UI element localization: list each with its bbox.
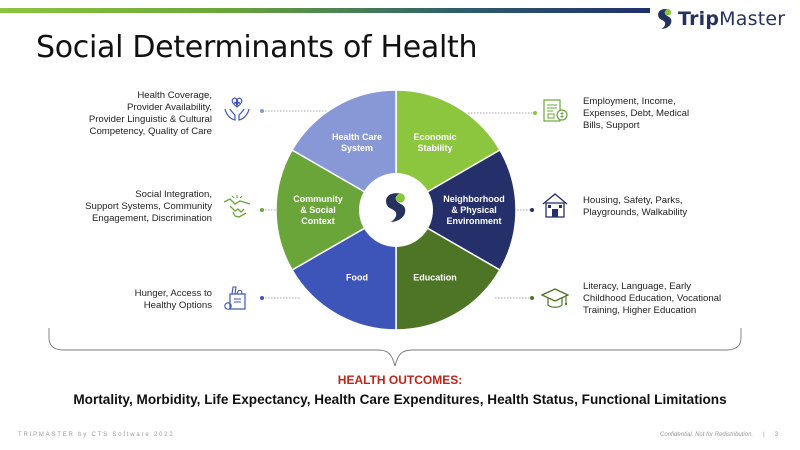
finance-documents-icon xyxy=(540,96,570,126)
callout-line: Support Systems, Community xyxy=(85,201,212,212)
page-number: 3 xyxy=(774,432,778,438)
wheel-label-neighborhood-physical-environment: Neighborhood & Physical Environment xyxy=(443,194,505,226)
footer-separator: | xyxy=(763,432,765,438)
callout-line: Expenses, Debt, Medical xyxy=(583,108,690,119)
connector-dot-health-care xyxy=(260,109,264,113)
callout-line: Engagement, Discrimination xyxy=(92,213,212,224)
wheel-label-food: Food xyxy=(346,272,368,283)
wheel-label-community-social-context: Community & Social Context xyxy=(293,194,343,226)
footer-confidential-text: Confidential. Not for Redistribution. xyxy=(660,432,754,438)
callout-line: Literacy, Language, Early xyxy=(583,281,692,292)
callout-line: Employment, Income, xyxy=(583,96,676,107)
wheel-label-economic-stability: Economic Stability xyxy=(413,131,457,153)
connector-dot-economic xyxy=(533,111,537,115)
callout-education-text xyxy=(583,281,753,317)
callout-health-care-text xyxy=(22,90,212,138)
callout-community-text xyxy=(22,189,212,225)
callout-food-text xyxy=(22,288,212,312)
logo-text-light: Master xyxy=(719,8,786,30)
page-title: Social Determinants of Health xyxy=(36,30,478,65)
callout-line: Competency, Quality of Care xyxy=(89,126,212,137)
callout-line: Hunger, Access to xyxy=(134,288,212,299)
callout-neighborhood-text xyxy=(583,195,753,219)
callout-line: Playgrounds, Walkability xyxy=(583,207,688,218)
health-outcomes-label: HEALTH OUTCOMES: xyxy=(337,373,463,387)
callout-line: Healthy Options xyxy=(143,300,212,311)
logo-text-bold: Trip xyxy=(678,8,720,30)
top-accent-bar xyxy=(0,8,650,13)
callout-line: Provider Availability, xyxy=(127,102,212,113)
footer-copyright: TRIPMASTER by CTS Software 2022 xyxy=(18,432,175,438)
sdoh-wheel xyxy=(276,90,516,330)
tripmaster-logo xyxy=(656,6,796,32)
callout-line: Health Coverage, xyxy=(137,90,212,101)
grocery-bag-icon xyxy=(222,283,252,313)
outcomes-bracket xyxy=(48,326,742,374)
connector-dot-food xyxy=(260,296,264,300)
wheel-label-education: Education xyxy=(413,272,457,283)
wheel-label-health-care-system: Health Care System xyxy=(331,131,383,153)
callout-line: Social Integration, xyxy=(135,189,212,200)
health-outcomes-list: Mortality, Morbidity, Life Expectancy, Health Care Expenditures, Health Status, Functional Limitations xyxy=(73,392,727,407)
tripmaster-logo-icon xyxy=(656,8,674,30)
callout-economic-text xyxy=(583,96,753,132)
connector-dot-neighborhood xyxy=(530,208,534,212)
callout-line: Training, Higher Education xyxy=(583,305,697,316)
connector-dot-community xyxy=(260,208,264,212)
graduation-cap-icon xyxy=(540,283,570,313)
house-icon xyxy=(540,190,570,220)
hands-heart-cross-icon xyxy=(222,95,252,125)
callout-line: Bills, Support xyxy=(583,120,640,131)
callout-line: Childhood Education, Vocational xyxy=(583,293,722,304)
callout-line: Provider Linguistic & Cultural xyxy=(88,114,212,125)
handshake-icon xyxy=(222,192,252,222)
connector-dot-education xyxy=(530,296,534,300)
footer-confidential xyxy=(660,432,778,438)
callout-line: Housing, Safety, Parks, xyxy=(583,195,683,206)
